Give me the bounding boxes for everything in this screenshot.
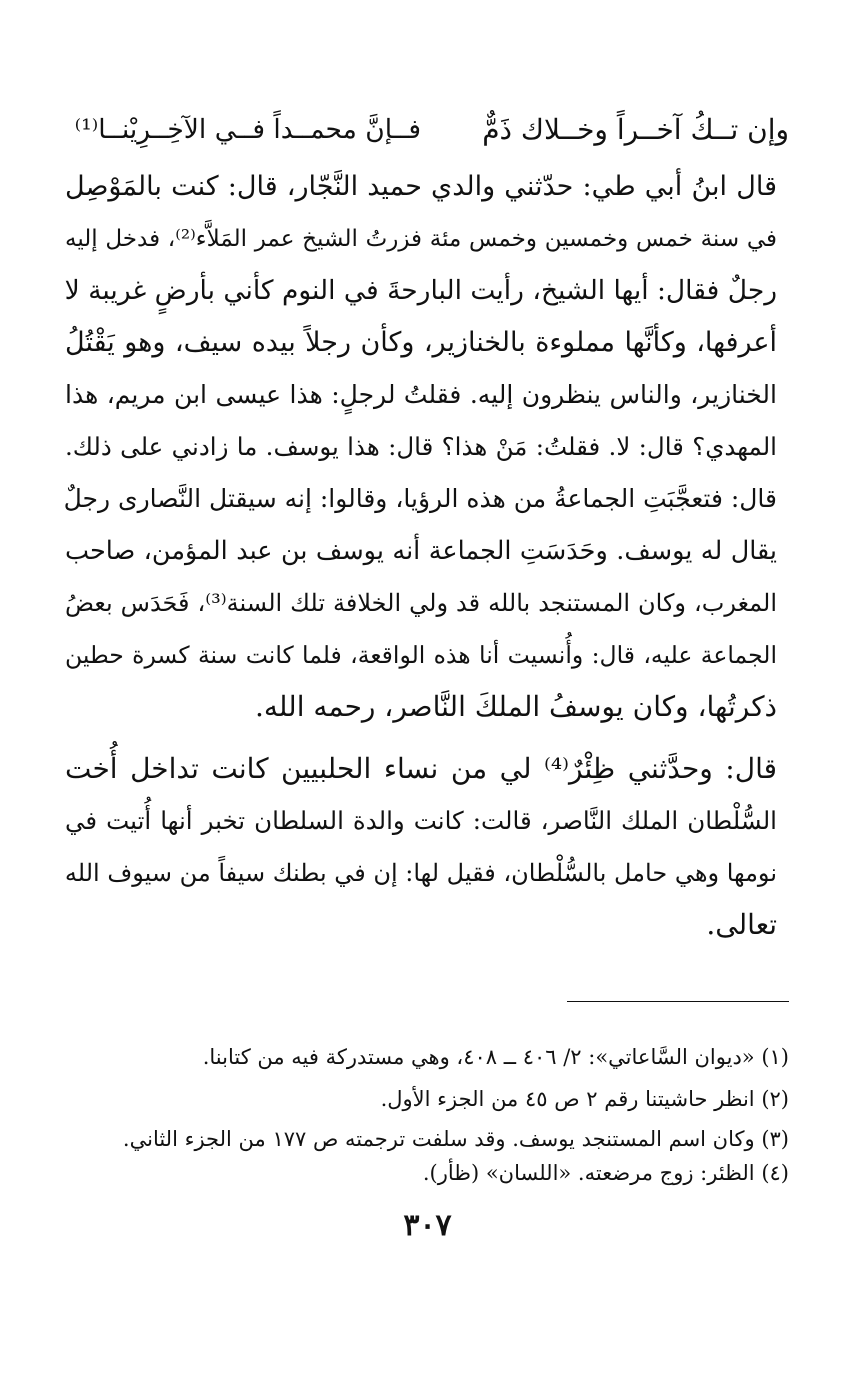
text-line: المهدي؟ قال: لا. فقلتُ: مَنْ هذا؟ قال: هذا يوسف. ما زادني على ذلك.	[65, 432, 777, 461]
poetry-verse	[67, 100, 789, 160]
text-line: الجماعة عليه، قال: وأُنسيت أنا هذه الواقعة، فلما كانت سنة كسرة حطين	[65, 641, 777, 669]
text-line: يقال له يوسف. وحَدَسَتِ الجماعة أنه يوسف بن عبد المؤمن، صاحب	[65, 536, 777, 566]
text-line: الخنازير، والناس ينظرون إليه. فقلتُ لرجلٍ: هذا عيسى ابن مريم، هذا	[65, 380, 777, 409]
text-line: في سنة خمس وخمسين وخمس مئة فزرتُ الشيخ عمر المَلاَّء⁽²⁾، فدخل إليه	[65, 226, 777, 252]
text-line: السُّلْطان الملك النَّاصر، قالت: كانت والدة السلطان تخبر أنها أُتيت في	[65, 806, 777, 835]
text-line: قال ابنُ أبي طي: حدّثني والدي حميد النَّجّار، قال: كنت بالمَوْصِل	[65, 171, 777, 202]
footnote-3: (٣) وكان اسم المستنجد يوسف. وقد سلفت ترجمته ص ١٧٧ من الجزء الثاني.	[122, 1127, 789, 1151]
text-line: قال: فتعجَّبَتِ الجماعةُ من هذه الرؤيا، وقالوا: إنه سيقتل النَّصارى رجلٌ	[63, 484, 777, 513]
verse-first-hemistich: وإن تــكُ آخــراً وخــلاك ذَمٌّ	[482, 113, 789, 146]
text-line: أعرفها، وكأنَّها مملوءة بالخنازير، وكأن رجلاً بيده سيف، وهو يَقْتُلُ	[65, 327, 777, 358]
footnote-4: (٤) الظئر: زوج مرضعته. «اللسان» (ظأر).	[422, 1161, 789, 1185]
text-line: قال: وحدَّثني ظِئْرٌ⁽⁴⁾ لي من نساء الحلبيين كانت تداخل أُخت	[65, 752, 777, 785]
text-line: رجلٌ فقال: أيها الشيخ، رأيت البارحةَ في النوم كأني بأرضٍ غريبة لا	[64, 275, 777, 306]
footnote-1: (١) «ديوان السَّاعاتي»: ٢/ ٤٠٦ ــ ٤٠٨، وهي مستدركة فيه من كتابنا.	[202, 1045, 789, 1069]
footnote-separator	[567, 1001, 789, 1002]
text-line: نومها وهي حامل بالسُّلْطان، فقيل لها: إن في بطنك سيفاً من سيوف الله	[64, 859, 777, 887]
text-line: ذكرتُها، وكان يوسفُ الملكَ النَّاصر، رحمه الله.	[254, 690, 777, 723]
verse-second-hemistich: فــإنَّ محمــداً فــي الآخِــرِيْنــا⁽¹⁾	[74, 114, 421, 145]
text-line: تعالى.	[706, 908, 777, 941]
text-line: المغرب، وكان المستنجد بالله قد ولي الخلافة تلك السنة⁽³⁾، فَحَدَس بعضُ	[65, 589, 778, 617]
page-number: ٣٠٧	[403, 1208, 452, 1243]
footnote-2: (٢) انظر حاشيتنا رقم ٢ ص ٤٥ من الجزء الأول.	[380, 1087, 789, 1111]
